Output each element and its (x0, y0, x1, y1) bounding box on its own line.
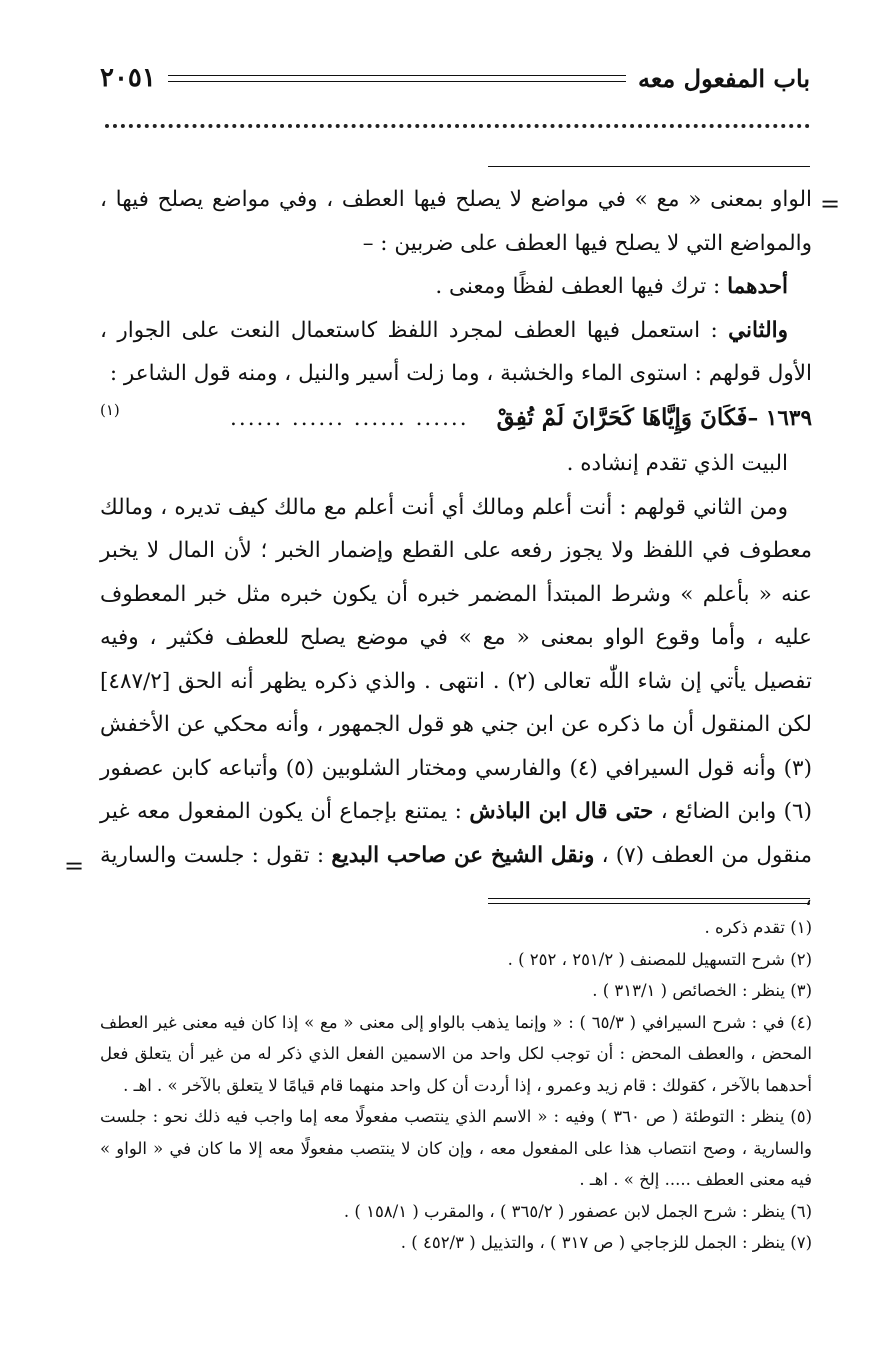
bold-lead: أحدهما (727, 274, 788, 299)
footnote: (١) تقدم ذكره . (704, 918, 812, 937)
continuation-mark: = (64, 852, 85, 880)
paragraph: البيت الذي تقدم إنشاده . (566, 451, 788, 476)
footnote: (٤) في : شرح السيرافي ( ٦٥/٣ ) : « وإنما يذهب بالواو إلى معنى « مع » إذا كان فيه معنى غير العطف المحض ، والعطف المحض : أن توجب لكل واحد من الاسمين الفعل الذي ذكر له من غير أن يتعلق فعل أحدهما بالآخر ، كقولك : قام زيد وعمرو ، إذا أردت أن كل واحد منهما قام قيامًا لا يتعلق بالآخر » . اهـ . (100, 1012, 812, 1095)
footnote: (٥) ينظر : التوطئة ( ص ٣٦٠ ) وفيه : « الاسم الذي ينتصب مفعولًا معه إما واجب فيه ذلك نحو : جلست والسارية ، وصح انتصاب هذا على المفعول معه ، وإن كان لا ينتصب مفعولًا معه إلا ما كان في « الواو » فيه معنى العطف ..... إلخ » . اهـ . (100, 1107, 812, 1189)
verse-hemistich: فَكَانَ وَإِيَّاهَا كَحَرَّانَ لَمْ تُفِقْ (496, 403, 748, 431)
section-rule (488, 166, 810, 167)
poetry-verse (100, 396, 812, 443)
running-header (100, 58, 810, 98)
verse-number: ١٦٣٩ – (747, 405, 812, 431)
paragraph (100, 309, 812, 396)
header-rule (168, 75, 626, 82)
page-number: ٢٠٥١ (100, 63, 156, 93)
verse-ellipsis: ...... ...... ...... ...... (230, 405, 469, 431)
paragraph-text: ومن الثاني قولهم : أنت أعلم ومالك أي أنت أعلم مع مالك كيف تديره ، ومالك معطوف في اللفظ ولا يجوز رفعه على القطع وإضمار الخبر ؛ لأن المال لا يخبر عنه « بأعلم » وشرط المبتدأ المضمر خبره أن يكون خبره مثل خبر المعطوف عليه ، وأما وقوع الواو بمعنى « مع » في موضع يصلح للعطف فكثير ، وفيه تفصيل يأتي إن شاء اللّٰه تعالى (٢) . انتهى . والذي ذكره يظهر أنه الحق [٤٨٧/٢] لكن المنقول أن ما ذكره عن ابن جني هو قول الجمهور ، وأنه محكي عن الأخفش (٣) وأنه قول السيرافي (٤) والفارسي ومختار الشلوبين (٥) وأتباعه كابن عصفور (٦) وابن الضائع ، (100, 494, 812, 824)
footnote: (٧) ينظر : الجمل للزجاجي ( ص ٣١٧ ) ، والتذييل ( ٤٥٢/٣ ) . (400, 1233, 812, 1252)
footnote: (٣) ينظر : الخصائص ( ٣١٣/١ ) . (592, 981, 812, 1000)
bold-lead: والثاني (728, 317, 788, 343)
chapter-title: باب المفعول معه (637, 63, 810, 93)
paragraph: الواو بمعنى « مع » في مواضع لا يصلح فيها العطف ، وفي مواضع يصلح فيها ، والمواضع التي لا يصلح فيها العطف على ضربين : – (100, 187, 812, 256)
paragraph-text: : يمتنع بإجماع أن يكون المفعول معه غير منقول من العطف (٧) ، (100, 799, 812, 868)
footnote-rule (488, 898, 810, 904)
footnote: (٢) شرح التسهيل للمصنف ( ٢٥١/٢ ، ٢٥٢ ) . (507, 949, 812, 969)
bold-phrase: ونقل الشيخ عن صاحب البديع (331, 842, 595, 868)
paragraph-text: : ترك فيها العطف لفظًا ومعنى . (435, 274, 728, 299)
footnote: (٦) ينظر : شرح الجمل لابن عصفور ( ٣٦٥/٢ ) ، والمقرب ( ١٥٨/١ ) . (343, 1201, 812, 1221)
footnote-ref: (١) (100, 400, 120, 419)
dotted-separator (105, 124, 810, 128)
main-text (100, 178, 812, 921)
paragraph (100, 486, 812, 921)
bold-phrase: حتى قال ابن الباذش (469, 799, 654, 824)
paragraph (100, 265, 812, 309)
continuation-mark: = (820, 190, 841, 218)
paragraph-text: : استعمل فيها العطف لمجرد اللفظ كاستعمال النعت على الجوار ، الأول قولهم : استوى الماء والخشبة ، وما زلت أسير والنيل ، ومنه قول الشاعر : (100, 317, 812, 386)
footnotes (100, 912, 812, 1259)
paragraph-text: : تقول : جلست والسارية ، (100, 842, 812, 911)
